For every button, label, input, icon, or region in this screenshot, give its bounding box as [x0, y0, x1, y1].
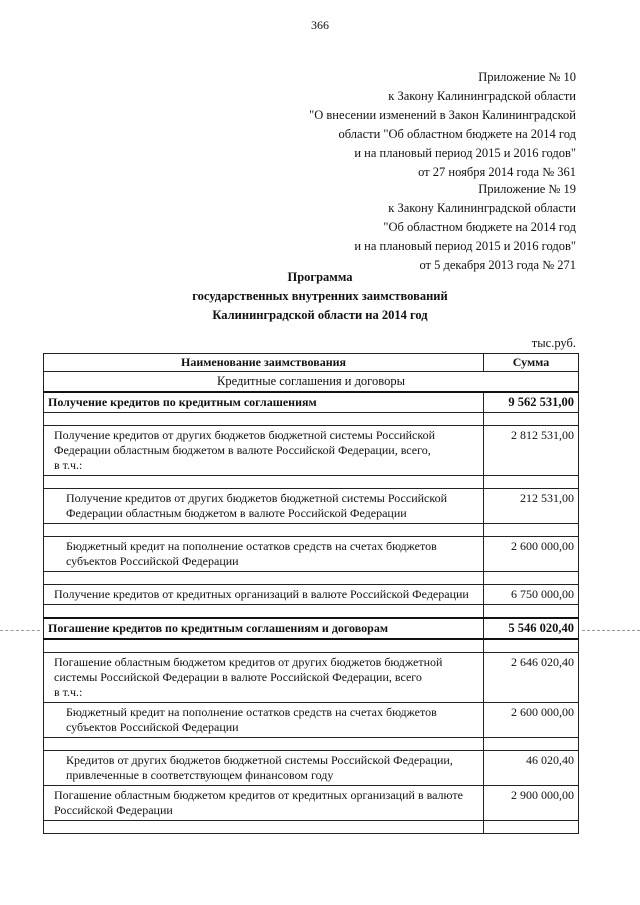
table-row [44, 786, 579, 821]
appendix-current-header [309, 68, 576, 182]
row-name: Бюджетный кредит на пополнение остатков средств на счетах бюджетов субъектов Российской Федерации [44, 537, 484, 572]
row-sum: 212 531,00 [484, 489, 579, 524]
row-sum: 2 600 000,00 [484, 703, 579, 738]
appendix-line: Приложение № 19 [478, 182, 576, 196]
appendix-original-header [354, 180, 576, 275]
table-row [44, 751, 579, 786]
row-sum: 2 900 000,00 [484, 786, 579, 821]
appendix-line: области "Об областном бюджете на 2014 год [338, 127, 576, 141]
row-sum: 2 646 020,40 [484, 653, 579, 703]
row-name: Получение кредитов от кредитных организаций в валюте Российской Федерации [44, 585, 484, 605]
table-row [44, 618, 579, 639]
appendix-line: "О внесении изменений в Закон Калининградской [309, 108, 576, 122]
row-sum: 46 020,40 [484, 751, 579, 786]
appendix-line: и на плановый период 2015 и 2016 годов" [354, 146, 576, 160]
title-line: Программа [287, 270, 353, 284]
row-sum: 5 546 020,40 [484, 618, 579, 639]
table-header-row [44, 354, 579, 372]
row-name: Кредитов от других бюджетов бюджетной системы Российской Федерации, привлеченные в соответствующем финансовом году [44, 751, 484, 786]
unit-label: тыс.руб. [531, 336, 576, 350]
appendix-line: "Об областном бюджете на 2014 год [383, 220, 576, 234]
title-line: государственных внутренних заимствований [192, 289, 448, 303]
row-name: Погашение областным бюджетом кредитов от кредитных организаций в валюте Российской Федерации [44, 786, 484, 821]
row-name: Погашение кредитов по кредитным соглашениям и договорам [44, 618, 484, 639]
row-name: Получение кредитов по кредитным соглашениям [44, 392, 484, 413]
section-row [44, 372, 579, 393]
appendix-line: от 27 ноября 2014 года № 361 [418, 165, 576, 179]
appendix-line: и на плановый период 2015 и 2016 годов" [354, 239, 576, 253]
table-row [44, 426, 579, 476]
title-line: Калининградской области на 2014 год [212, 308, 428, 322]
row-name: Получение кредитов от других бюджетов бюджетной системы Российской Федерации областным бюджетом в валюте Российской Федерации, всего, в т.ч.: [44, 426, 484, 476]
table-row [44, 653, 579, 703]
appendix-line: Приложение № 10 [478, 70, 576, 84]
appendix-line: к Закону Калининградской области [388, 89, 576, 103]
scan-fold-mark [582, 630, 640, 631]
appendix-line: к Закону Калининградской области [388, 201, 576, 215]
page-number: 366 [311, 18, 329, 32]
row-name: Погашение областным бюджетом кредитов от других бюджетов бюджетной системы Российской Федерации в валюте Российской Федерации, всего в т.ч.: [44, 653, 484, 703]
table-row [44, 537, 579, 572]
header-name: Наименование заимствования [44, 354, 484, 372]
row-sum: 2 600 000,00 [484, 537, 579, 572]
section-title: Кредитные соглашения и договоры [44, 372, 579, 393]
table-row [44, 392, 579, 413]
table-row [44, 585, 579, 605]
row-sum: 6 750 000,00 [484, 585, 579, 605]
document-title [0, 268, 640, 325]
table-row [44, 703, 579, 738]
appendix-line: от 5 декабря 2013 года № 271 [419, 258, 576, 272]
row-sum: 2 812 531,00 [484, 426, 579, 476]
row-name: Получение кредитов от других бюджетов бюджетной системы Российской Федерации областным бюджетом в валюте Российской Федерации [44, 489, 484, 524]
table-row [44, 489, 579, 524]
row-name: Бюджетный кредит на пополнение остатков средств на счетах бюджетов субъектов Российской Федерации [44, 703, 484, 738]
header-sum: Сумма [484, 354, 579, 372]
row-sum: 9 562 531,00 [484, 392, 579, 413]
borrowing-table [43, 353, 579, 834]
scan-fold-mark [0, 630, 40, 631]
